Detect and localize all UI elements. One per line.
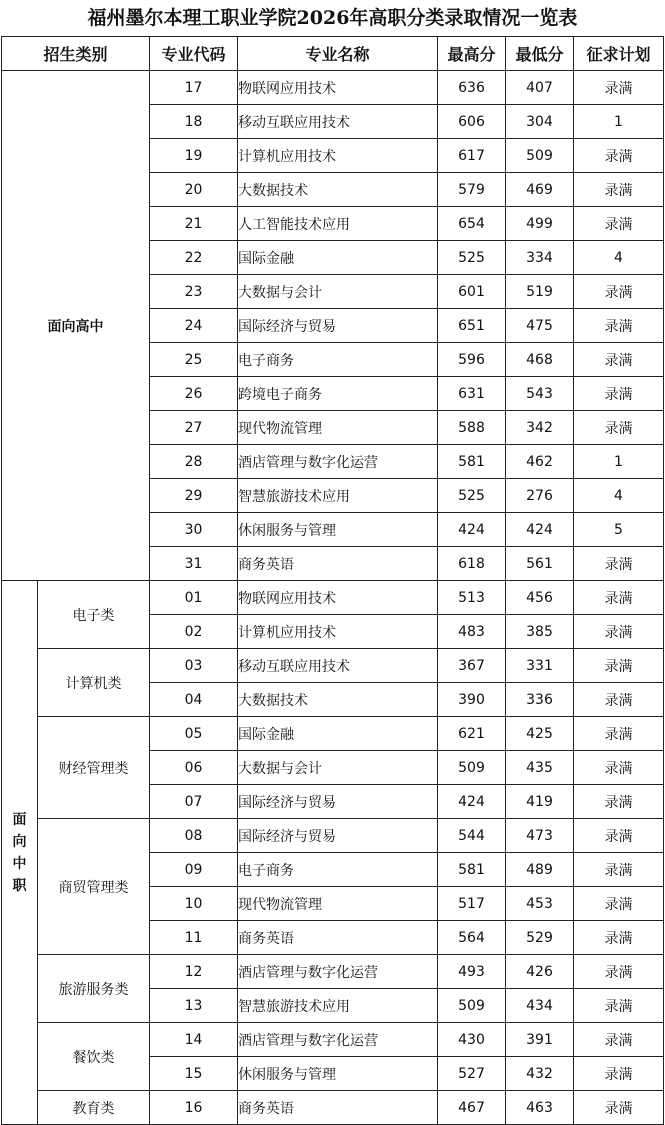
plan-status: 录满 [574,819,664,853]
major-name: 跨境电子商务 [238,377,438,411]
plan-status: 1 [574,105,664,139]
plan-status: 录满 [574,955,664,989]
plan-status: 录满 [574,717,664,751]
max-score: 636 [438,71,506,105]
min-score: 469 [506,173,574,207]
header-min: 最低分 [506,37,574,71]
plan-status: 录满 [574,1091,664,1125]
max-score: 588 [438,411,506,445]
major-code: 10 [150,887,238,921]
plan-status: 4 [574,479,664,513]
max-score: 631 [438,377,506,411]
max-score: 617 [438,139,506,173]
major-code: 31 [150,547,238,581]
major-name: 智慧旅游技术应用 [238,479,438,513]
min-score: 473 [506,819,574,853]
plan-status: 录满 [574,139,664,173]
max-score: 544 [438,819,506,853]
max-score: 430 [438,1023,506,1057]
min-score: 432 [506,1057,574,1091]
plan-status: 录满 [574,207,664,241]
max-score: 581 [438,853,506,887]
major-name: 商务英语 [238,1091,438,1125]
major-name: 大数据与会计 [238,275,438,309]
min-score: 456 [506,581,574,615]
major-code: 25 [150,343,238,377]
major-code: 05 [150,717,238,751]
major-name: 大数据与会计 [238,751,438,785]
category-label: 教育类 [38,1091,150,1125]
max-score: 390 [438,683,506,717]
min-score: 276 [506,479,574,513]
table-body [2,71,664,1125]
min-score: 509 [506,139,574,173]
min-score: 419 [506,785,574,819]
max-score: 367 [438,649,506,683]
major-code: 20 [150,173,238,207]
major-name: 物联网应用技术 [238,71,438,105]
major-code: 18 [150,105,238,139]
major-code: 04 [150,683,238,717]
max-score: 513 [438,581,506,615]
min-score: 385 [506,615,574,649]
plan-status: 录满 [574,343,664,377]
plan-status: 录满 [574,785,664,819]
group-label-char: 职 [12,877,27,894]
max-score: 601 [438,275,506,309]
group-label-char: 向 [12,833,27,850]
admission-table [1,36,664,1125]
max-score: 517 [438,887,506,921]
min-score: 426 [506,955,574,989]
major-name: 移动互联应用技术 [238,649,438,683]
major-code: 07 [150,785,238,819]
major-name: 计算机应用技术 [238,139,438,173]
major-code: 30 [150,513,238,547]
major-name: 国际经济与贸易 [238,785,438,819]
min-score: 342 [506,411,574,445]
major-name: 计算机应用技术 [238,615,438,649]
plan-status: 1 [574,445,664,479]
header-plan: 征求计划 [574,37,664,71]
plan-status: 录满 [574,921,664,955]
major-code: 19 [150,139,238,173]
max-score: 618 [438,547,506,581]
plan-status: 录满 [574,615,664,649]
header-max: 最高分 [438,37,506,71]
min-score: 304 [506,105,574,139]
major-code: 14 [150,1023,238,1057]
header-name: 专业名称 [238,37,438,71]
max-score: 467 [438,1091,506,1125]
plan-status: 录满 [574,989,664,1023]
table-row [2,581,664,615]
max-score: 483 [438,615,506,649]
min-score: 334 [506,241,574,275]
major-name: 酒店管理与数字化运营 [238,445,438,479]
min-score: 475 [506,309,574,343]
max-score: 579 [438,173,506,207]
major-code: 23 [150,275,238,309]
group-label-char: 中 [12,855,27,872]
min-score: 434 [506,989,574,1023]
max-score: 596 [438,343,506,377]
major-name: 现代物流管理 [238,411,438,445]
max-score: 493 [438,955,506,989]
max-score: 527 [438,1057,506,1091]
min-score: 407 [506,71,574,105]
max-score: 525 [438,241,506,275]
plan-status: 录满 [574,71,664,105]
category-label: 商贸管理类 [38,819,150,955]
min-score: 425 [506,717,574,751]
major-name: 商务英语 [238,547,438,581]
plan-status: 录满 [574,853,664,887]
major-name: 电子商务 [238,853,438,887]
table-row [2,1023,664,1057]
major-name: 大数据技术 [238,683,438,717]
plan-status: 4 [574,241,664,275]
major-code: 28 [150,445,238,479]
category-label: 计算机类 [38,649,150,717]
min-score: 453 [506,887,574,921]
max-score: 509 [438,751,506,785]
header-row [2,37,664,71]
max-score: 621 [438,717,506,751]
max-score: 651 [438,309,506,343]
major-code: 15 [150,1057,238,1091]
header-code: 专业代码 [150,37,238,71]
plan-status: 录满 [574,683,664,717]
major-code: 21 [150,207,238,241]
table-row [2,71,664,105]
max-score: 424 [438,785,506,819]
max-score: 424 [438,513,506,547]
min-score: 499 [506,207,574,241]
major-name: 国际经济与贸易 [238,309,438,343]
major-code: 22 [150,241,238,275]
major-code: 29 [150,479,238,513]
min-score: 424 [506,513,574,547]
major-code: 27 [150,411,238,445]
plan-status: 录满 [574,547,664,581]
major-code: 01 [150,581,238,615]
major-code: 16 [150,1091,238,1125]
major-name: 国际金融 [238,241,438,275]
table-row [2,819,664,853]
min-score: 468 [506,343,574,377]
category-label: 财经管理类 [38,717,150,819]
plan-status: 录满 [574,411,664,445]
min-score: 331 [506,649,574,683]
max-score: 509 [438,989,506,1023]
min-score: 435 [506,751,574,785]
min-score: 519 [506,275,574,309]
min-score: 561 [506,547,574,581]
major-code: 08 [150,819,238,853]
plan-status: 5 [574,513,664,547]
major-name: 移动互联应用技术 [238,105,438,139]
plan-status: 录满 [574,581,664,615]
group-label-char: 面 [12,811,27,828]
plan-status: 录满 [574,887,664,921]
major-name: 休闲服务与管理 [238,513,438,547]
max-score: 581 [438,445,506,479]
major-name: 商务英语 [238,921,438,955]
major-name: 智慧旅游技术应用 [238,989,438,1023]
major-name: 酒店管理与数字化运营 [238,955,438,989]
plan-status: 录满 [574,1023,664,1057]
major-name: 电子商务 [238,343,438,377]
major-code: 02 [150,615,238,649]
category-label: 餐饮类 [38,1023,150,1091]
min-score: 529 [506,921,574,955]
page-title: 福州墨尔本理工职业学院2026年高职分类录取情况一览表 [87,7,578,29]
plan-status: 录满 [574,751,664,785]
group-label-high-school: 面向高中 [2,71,150,581]
major-code: 03 [150,649,238,683]
min-score: 336 [506,683,574,717]
min-score: 462 [506,445,574,479]
major-name: 休闲服务与管理 [238,1057,438,1091]
major-name: 大数据技术 [238,173,438,207]
major-name: 人工智能技术应用 [238,207,438,241]
table-row [2,955,664,989]
major-name: 国际经济与贸易 [238,819,438,853]
plan-status: 录满 [574,649,664,683]
table-row [2,717,664,751]
plan-status: 录满 [574,173,664,207]
major-name: 物联网应用技术 [238,581,438,615]
major-name: 国际金融 [238,717,438,751]
min-score: 391 [506,1023,574,1057]
plan-status: 录满 [574,275,664,309]
major-code: 13 [150,989,238,1023]
max-score: 654 [438,207,506,241]
major-code: 26 [150,377,238,411]
max-score: 564 [438,921,506,955]
major-code: 09 [150,853,238,887]
major-code: 06 [150,751,238,785]
category-label: 电子类 [38,581,150,649]
plan-status: 录满 [574,377,664,411]
major-name: 酒店管理与数字化运营 [238,1023,438,1057]
max-score: 606 [438,105,506,139]
group-label-vocational [2,581,38,1125]
max-score: 525 [438,479,506,513]
major-code: 11 [150,921,238,955]
table-row [2,1091,664,1125]
major-code: 12 [150,955,238,989]
category-label: 旅游服务类 [38,955,150,1023]
table-row [2,649,664,683]
major-code: 24 [150,309,238,343]
plan-status: 录满 [574,309,664,343]
header-category: 招生类别 [2,37,150,71]
major-code: 17 [150,71,238,105]
plan-status: 录满 [574,1057,664,1091]
min-score: 543 [506,377,574,411]
min-score: 463 [506,1091,574,1125]
min-score: 489 [506,853,574,887]
major-name: 现代物流管理 [238,887,438,921]
